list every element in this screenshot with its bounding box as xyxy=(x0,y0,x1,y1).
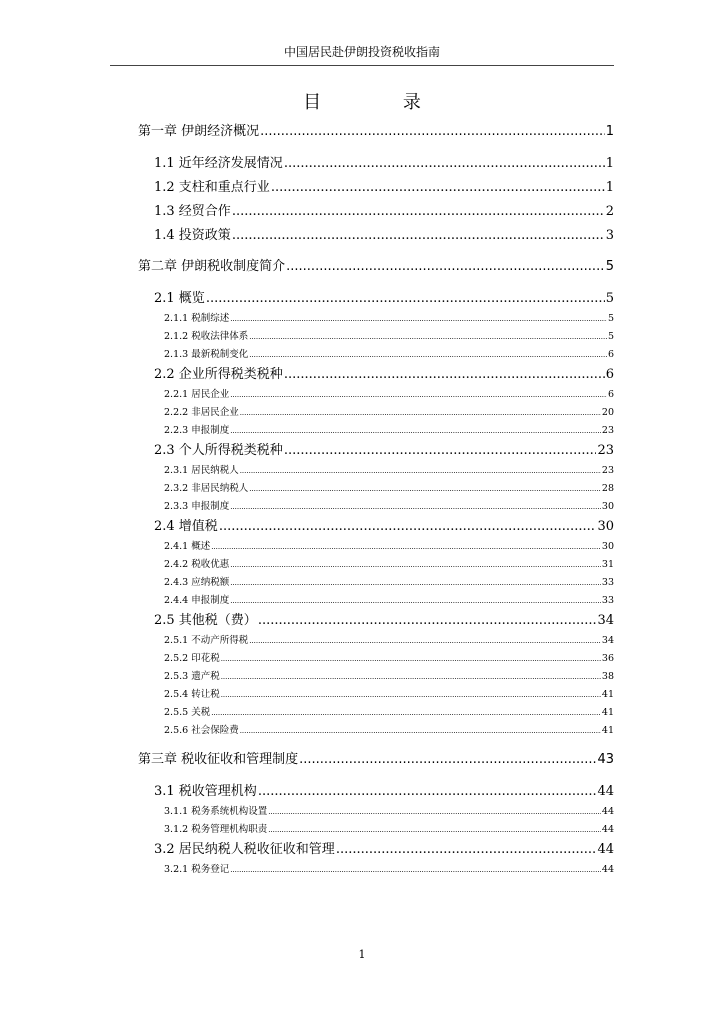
toc-entry-label: 2.2.2 非居民企业 xyxy=(164,407,239,418)
toc-dot-leader xyxy=(258,781,597,803)
toc-subsection-entry[interactable] xyxy=(138,310,614,328)
toc-dot-leader xyxy=(230,386,607,404)
toc-entry-label: 第二章 伊朗税收制度简介 xyxy=(138,259,286,274)
toc-entry-page-number: 31 xyxy=(601,559,614,570)
toc-entry-label: 3.2 居民纳税人税收征收和管理 xyxy=(154,842,335,857)
toc-section-entry[interactable] xyxy=(138,839,614,861)
toc-dot-leader xyxy=(240,462,601,480)
toc-entry-page-number: 44 xyxy=(601,824,614,835)
toc-dot-leader xyxy=(240,404,601,422)
toc-entry-label: 3.1.2 税务管理机构职责 xyxy=(164,824,268,835)
toc-subsection-entry[interactable] xyxy=(138,632,614,650)
toc-entry-page-number: 41 xyxy=(601,689,614,700)
toc-entry-page-number: 6 xyxy=(607,389,614,400)
toc-dot-leader xyxy=(249,328,607,346)
toc-subsection-entry[interactable] xyxy=(138,346,614,364)
toc-entry-label: 2.3.1 居民纳税人 xyxy=(164,465,239,476)
toc-subsection-entry[interactable] xyxy=(138,704,614,722)
toc-entry-label: 2.1.3 最新税制变化 xyxy=(164,349,249,360)
toc-chapter-entry[interactable] xyxy=(138,122,614,142)
toc-dot-leader xyxy=(249,480,601,498)
toc-subsection-entry[interactable] xyxy=(138,404,614,422)
toc-entry-page-number: 23 xyxy=(601,465,614,476)
toc-subsection-entry[interactable] xyxy=(138,422,614,440)
toc-entry-page-number: 34 xyxy=(597,613,614,628)
toc-entry-label: 1.4 投资政策 xyxy=(154,228,231,243)
toc-subsection-entry[interactable] xyxy=(138,592,614,610)
toc-subsection-entry[interactable] xyxy=(138,556,614,574)
toc-section-entry[interactable] xyxy=(138,201,614,223)
toc-entry-label: 2.4.3 应纳税额 xyxy=(164,577,230,588)
toc-entry-page-number: 3 xyxy=(605,228,614,243)
toc-entry-label: 2.2.3 申报制度 xyxy=(164,425,230,436)
toc-entry-label: 3.1 税收管理机构 xyxy=(154,784,257,799)
toc-entry-label: 2.1.1 税制综述 xyxy=(164,313,230,324)
toc-subsection-entry[interactable] xyxy=(138,574,614,592)
toc-dot-leader xyxy=(211,538,601,556)
toc-chapter-entry[interactable] xyxy=(138,257,614,277)
toc-chapter-entry[interactable] xyxy=(138,750,614,770)
toc-entry-label: 2.2 企业所得税类税种 xyxy=(154,367,283,382)
toc-entry-label: 1.3 经贸合作 xyxy=(154,204,231,219)
header-divider xyxy=(110,65,614,66)
toc-section-entry[interactable] xyxy=(138,516,614,538)
toc-entry-page-number: 2 xyxy=(605,204,614,219)
toc-dot-leader xyxy=(284,153,605,175)
toc-dot-leader xyxy=(219,516,597,538)
toc-entry-label: 2.4.2 税收优惠 xyxy=(164,559,230,570)
toc-dot-leader xyxy=(221,668,601,686)
toc-entry-page-number: 41 xyxy=(601,707,614,718)
toc-entry-page-number: 1 xyxy=(605,156,614,171)
toc-entry-page-number: 33 xyxy=(601,577,614,588)
toc-entry-label: 1.2 支柱和重点行业 xyxy=(154,180,270,195)
toc-dot-leader xyxy=(230,310,607,328)
toc-entry-label: 2.5.2 印花税 xyxy=(164,653,220,664)
toc-section-entry[interactable] xyxy=(138,225,614,247)
toc-section-entry[interactable] xyxy=(138,364,614,386)
toc-dot-leader xyxy=(221,686,601,704)
toc-entry-page-number: 44 xyxy=(601,864,614,875)
table-of-contents xyxy=(138,122,614,879)
toc-dot-leader xyxy=(268,803,601,821)
toc-entry-page-number: 33 xyxy=(601,595,614,606)
toc-entry-page-number: 44 xyxy=(601,806,614,817)
toc-subsection-entry[interactable] xyxy=(138,803,614,821)
toc-entry-page-number: 34 xyxy=(601,635,614,646)
toc-entry-label: 2.5.1 不动产所得税 xyxy=(164,635,249,646)
toc-dot-leader xyxy=(249,346,607,364)
toc-entry-label: 第三章 税收征收和管理制度 xyxy=(138,752,299,767)
toc-entry-label: 2.1.2 税收法律体系 xyxy=(164,331,249,342)
toc-subsection-entry[interactable] xyxy=(138,821,614,839)
toc-section-entry[interactable] xyxy=(138,610,614,632)
toc-entry-page-number: 1 xyxy=(605,124,614,139)
toc-entry-page-number: 30 xyxy=(601,501,614,512)
toc-dot-leader xyxy=(249,632,601,650)
toc-entry-page-number: 36 xyxy=(601,653,614,664)
toc-entry-page-number: 1 xyxy=(605,180,614,195)
toc-dot-leader xyxy=(230,592,601,610)
toc-entry-label: 3.1.1 税务系统机构设置 xyxy=(164,806,268,817)
toc-dot-leader xyxy=(271,177,605,199)
toc-entry-page-number: 41 xyxy=(601,725,614,736)
toc-entry-label: 2.5.6 社会保险费 xyxy=(164,725,239,736)
toc-title: 目 录 xyxy=(303,92,459,113)
toc-subsection-entry[interactable] xyxy=(138,722,614,740)
toc-entry-label: 第一章 伊朗经济概况 xyxy=(138,124,260,139)
toc-entry-label: 2.3.2 非居民纳税人 xyxy=(164,483,249,494)
toc-entry-page-number: 44 xyxy=(597,784,614,799)
toc-subsection-entry[interactable] xyxy=(138,668,614,686)
toc-dot-leader xyxy=(232,201,605,223)
toc-entry-page-number: 30 xyxy=(601,541,614,552)
toc-section-entry[interactable] xyxy=(138,440,614,462)
toc-entry-label: 2.3.3 申报制度 xyxy=(164,501,230,512)
toc-entry-page-number: 43 xyxy=(597,752,614,767)
toc-entry-page-number: 23 xyxy=(597,443,614,458)
toc-subsection-entry[interactable] xyxy=(138,386,614,404)
toc-subsection-entry[interactable] xyxy=(138,498,614,516)
toc-entry-label: 2.4 增值税 xyxy=(154,519,218,534)
toc-entry-page-number: 44 xyxy=(597,842,614,857)
toc-dot-leader xyxy=(336,839,597,861)
toc-section-entry[interactable] xyxy=(138,153,614,175)
toc-entry-label: 2.3 个人所得税类税种 xyxy=(154,443,283,458)
toc-subsection-entry[interactable] xyxy=(138,328,614,346)
toc-dot-leader xyxy=(230,422,601,440)
toc-entry-label: 2.2.1 居民企业 xyxy=(164,389,230,400)
toc-entry-label: 2.5.4 转让税 xyxy=(164,689,220,700)
toc-dot-leader xyxy=(286,257,605,277)
toc-dot-leader xyxy=(284,440,597,462)
toc-dot-leader xyxy=(230,861,601,879)
toc-dot-leader xyxy=(240,722,601,740)
toc-dot-leader xyxy=(299,750,596,770)
toc-entry-page-number: 5 xyxy=(607,331,614,342)
toc-entry-label: 3.2.1 税务登记 xyxy=(164,864,230,875)
toc-entry-label: 2.5.5 关税 xyxy=(164,707,211,718)
toc-entry-page-number: 30 xyxy=(597,519,614,534)
toc-section-entry[interactable] xyxy=(138,288,614,310)
toc-entry-label: 2.1 概览 xyxy=(154,291,205,306)
toc-entry-label: 1.1 近年经济发展情况 xyxy=(154,156,283,171)
toc-subsection-entry[interactable] xyxy=(138,538,614,556)
toc-dot-leader xyxy=(230,556,601,574)
toc-entry-page-number: 20 xyxy=(601,407,614,418)
toc-subsection-entry[interactable] xyxy=(138,462,614,480)
toc-subsection-entry[interactable] xyxy=(138,480,614,498)
toc-dot-leader xyxy=(258,610,597,632)
toc-entry-label: 2.4.4 申报制度 xyxy=(164,595,230,606)
toc-dot-leader xyxy=(232,225,605,247)
toc-entry-label: 2.5.3 遗产税 xyxy=(164,671,220,682)
toc-dot-leader xyxy=(260,122,605,142)
toc-entry-page-number: 23 xyxy=(601,425,614,436)
toc-entry-page-number: 6 xyxy=(605,367,614,382)
toc-dot-leader xyxy=(211,704,601,722)
toc-entry-page-number: 6 xyxy=(607,349,614,360)
toc-entry-page-number: 5 xyxy=(607,313,614,324)
toc-dot-leader xyxy=(221,650,601,668)
running-header: 中国居民赴伊朗投资税收指南 xyxy=(283,45,440,59)
toc-dot-leader xyxy=(268,821,601,839)
toc-entry-page-number: 5 xyxy=(605,291,614,306)
toc-subsection-entry[interactable] xyxy=(138,650,614,668)
toc-section-entry[interactable] xyxy=(138,177,614,199)
toc-entry-page-number: 38 xyxy=(601,671,614,682)
toc-dot-leader xyxy=(206,288,605,310)
toc-dot-leader xyxy=(230,498,601,516)
toc-subsection-entry[interactable] xyxy=(138,861,614,879)
toc-subsection-entry[interactable] xyxy=(138,686,614,704)
toc-entry-page-number: 28 xyxy=(601,483,614,494)
toc-entry-page-number: 5 xyxy=(605,259,614,274)
toc-entry-label: 2.5 其他税（费） xyxy=(154,613,257,628)
toc-dot-leader xyxy=(284,364,605,386)
toc-entry-label: 2.4.1 概述 xyxy=(164,541,211,552)
toc-section-entry[interactable] xyxy=(138,781,614,803)
page-number: 1 xyxy=(358,948,366,961)
toc-dot-leader xyxy=(230,574,601,592)
